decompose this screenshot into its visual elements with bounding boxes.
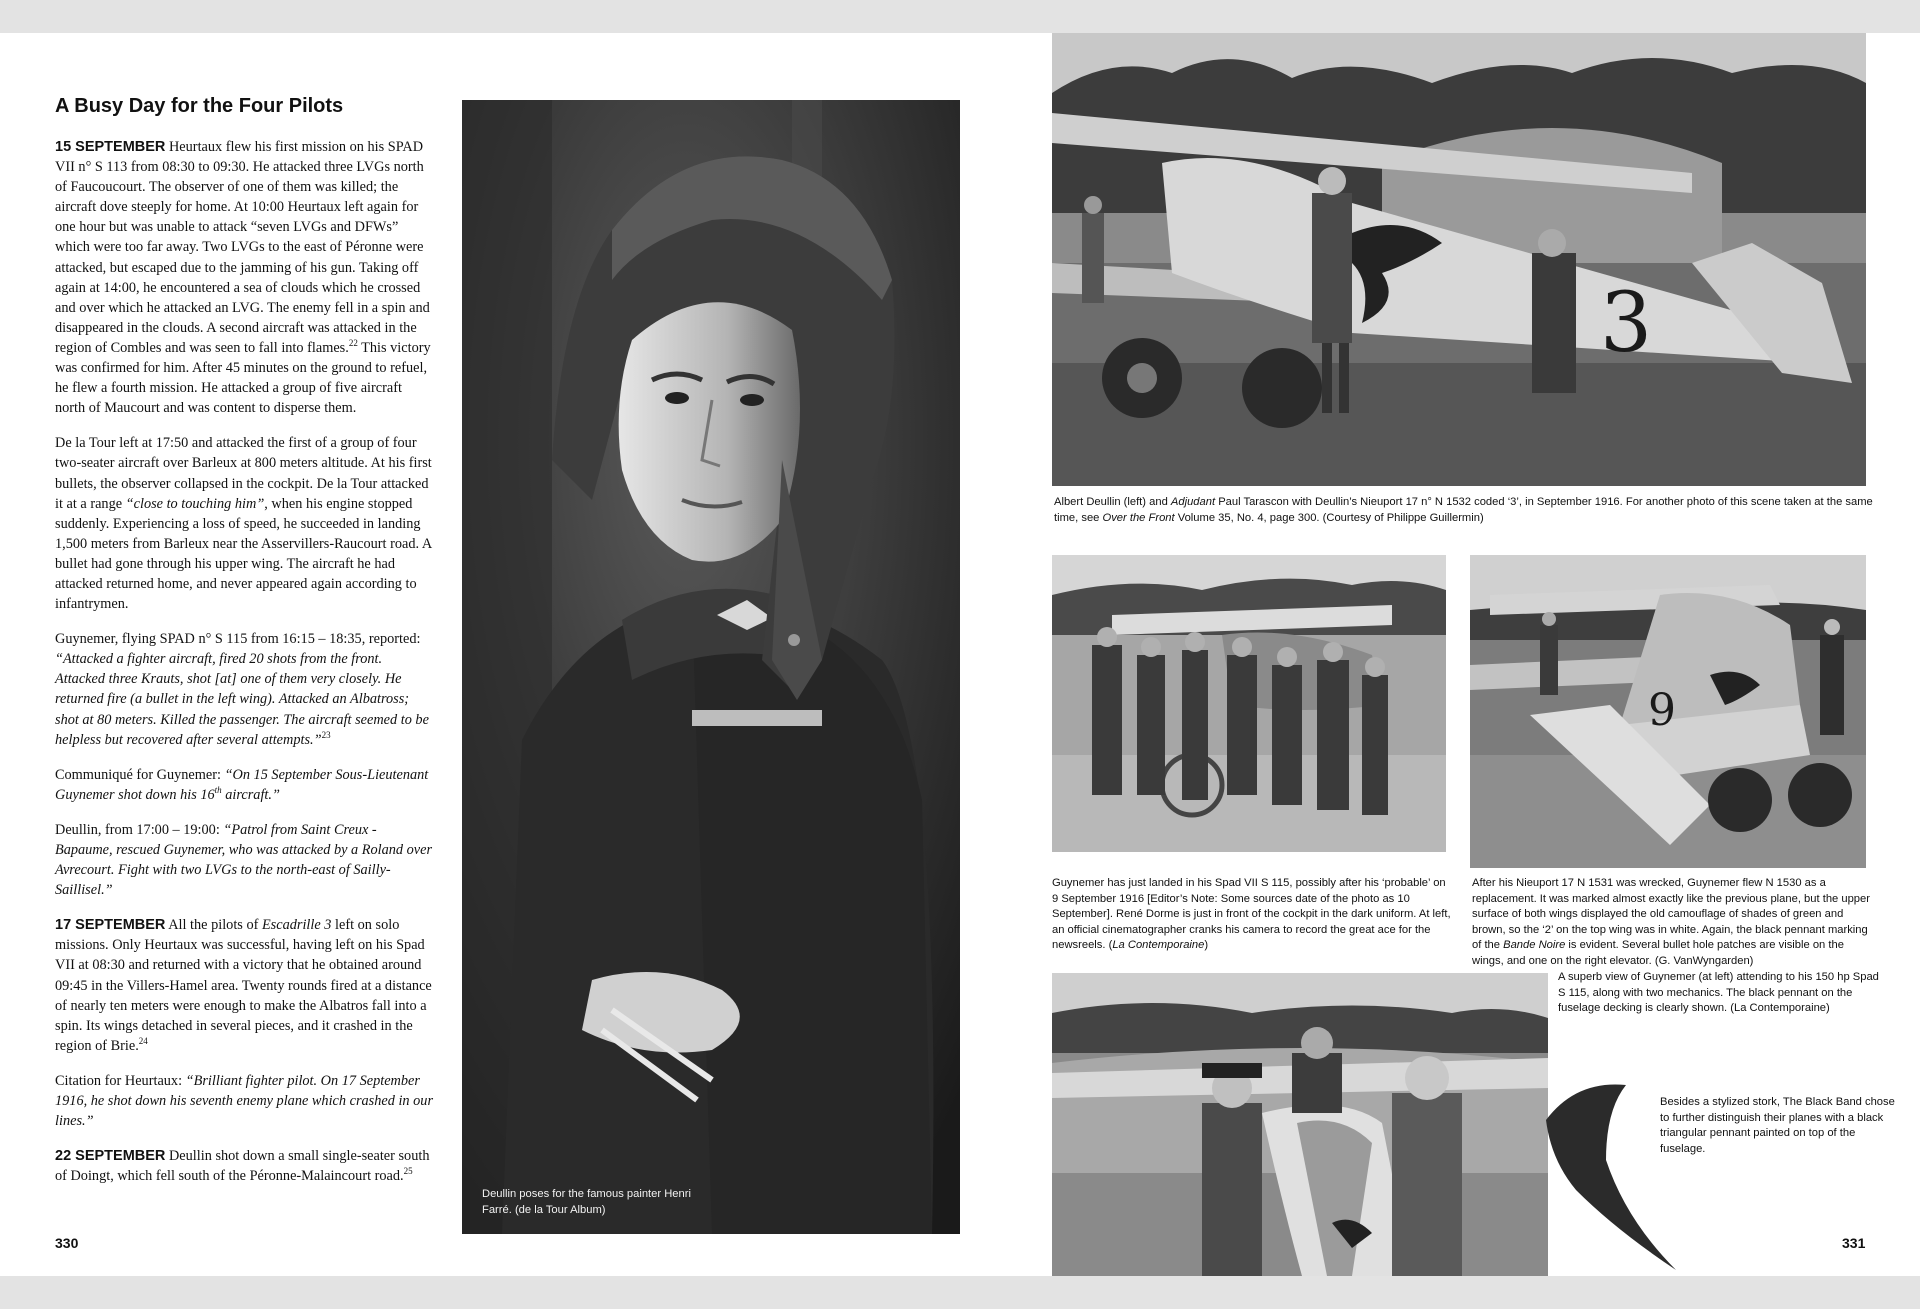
portrait-caption: Deullin poses for the famous painter Henri Farré. (de la Tour Album) [482,1188,691,1216]
date-lead: 22 SEPTEMBER [55,1148,166,1165]
photo-nieuport-n1530 [1470,555,1866,868]
footnote-ref: 23 [321,729,331,740]
paragraph-text: Deullin, from 17:00 – 19:00: [55,821,220,838]
paragraph-text: , when his engine stopped suddenly. Experiencing a loss of speed, he succeeded in landing 1,500 meters from Barleux near the Asservillers-Raucourt road. A bullet had gone through his upper wing. The aircraft he had attacked returned home, and never appeared again according to infantrymen. [55,495,432,613]
photo-guynemer-landed [1052,555,1446,852]
paragraph-text: All the pilots of [168,917,259,934]
paragraph-citation-heurtaux [55,1071,435,1131]
paragraph-guynemer-report [55,629,435,750]
footnote-ref: 24 [138,1036,148,1047]
paragraph-quote: “close to touching him” [125,495,265,512]
footnote-ref: 25 [403,1166,413,1177]
paragraph-text: Communiqué for Guynemer: [55,766,221,783]
page-number: 331 [1842,1235,1866,1251]
nieuport-3-illustration [1052,33,1866,486]
paragraph-quote: “Attacked a fighter aircraft, fired 20 shots from the front. Attacked three Krauts, shot [at] one of them very closely. He returned fire (a bullet in the left wing). Attacked an Albatross; shot at 80 meters. Killed the passenger. The aircraft seemed to be helpless but recovered after several attempts.” [55,651,429,748]
portrait-photo-illustration [462,100,960,1234]
paragraph-text: Citation for Heurtaux: [55,1072,183,1089]
paragraph-quote: “On 15 September Sous-Lieutenant Guynemer shot down his 16th aircraft.” [55,766,429,803]
photo-guynemer-mechanics [1052,973,1548,1276]
caption-black-pennant: Besides a stylized stork, The Black Band chose to further distinguish their planes with a black triangular pennant painted on top of the fuselage. [1660,1096,1895,1155]
date-lead: 17 SEPTEMBER [55,917,166,934]
paragraph-text: This victory was confirmed for him. After 45 minutes on the ground to refuel, he flew a fourth mission. He attacked a group of five aircraft north of Maucourt and was content to disperse them. [55,339,431,417]
paragraph-deullin-patrol [55,820,435,900]
date-lead: 15 SEPTEMBER [55,139,166,155]
caption-nieuport-n1530: After his Nieuport 17 N 1531 was wrecked, Guynemer flew N 1530 as a replacement. It was marked almost exactly like the previous plane, but the upper surface of both wings displayed the old camouflage of shades of green and brown, so the ‘2’ on the top wing was in white. Again, the black pennant marking of the Bande Noire is evident. Several bullet hole patches are visible on the wings, and one on the right elevator. (G. VanWyngarden) [1472,877,1870,967]
paragraph-text: Deullin shot down a small single-seater south of Doingt, which fell south of the Péronne-Malaincourt road. [55,1148,430,1185]
left-page [0,33,1052,1276]
page-number: 330 [55,1235,79,1251]
paragraph-communique [55,765,435,805]
paragraph-quote: “Patrol from Saint Creux - Bapaume, rescued Guynemer, who was attacked by a Roland over Avrecourt. Fight with two LVGs to the north-east of Sailly-Saillisel.” [55,821,433,899]
caption-deullin-tarascon: Albert Deullin (left) and Adjudant Paul Tarascon with Deullin’s Nieuport 17 n° N 1532 coded ‘3’, in September 1916. For another photo of this scene taken at the same time, see Over the Front Volume 35, No. 4, page 300. (Courtesy of Philippe Guillermin) [1054,496,1873,524]
paragraph-22-september [55,1146,435,1186]
footnote-ref: 22 [348,338,358,349]
guynemer-crowd-illustration [1052,555,1446,852]
paragraph-text: Heurtaux flew his first mission on his SPAD VII n° S 113 from 08:30 to 09:30. He attacked three LVGs north of Faucoucourt. The observer of one of them was killed; the aircraft dove steeply for home. At 10:00 Heurtaux left again for one hour but was unable to attack “seven LVGs and DFWs” which were too far away. Two LVGs to the east of Péronne were attacked, but escaped due to the jamming of his gun. Taking off again at 14:00, he encountered a sea of clouds which he crossed and over which he attacked an LVG. The enemy fell in a spin and disappeared in the clouds. A second aircraft was attacked in the region of Combles and was seen to fall into flames. [55,139,430,356]
portrait-photo [462,100,960,1234]
paragraph-text: De la Tour left at 17:50 and attacked the first of a group of four two-seater aircraft over Barleux at 800 meters altitude. At his first bullets, the observer collapsed in the cockpit. De la Tour attacked it at a range [55,435,432,512]
paragraph-de-la-tour [55,433,435,614]
unit-name: Escadrille 3 [261,917,332,934]
guynemer-mechanics-illustration [1052,973,1548,1276]
nieuport-n1530-illustration [1470,555,1866,868]
right-page [1052,33,1920,1276]
aircraft-code-9: 9 [1648,685,1676,736]
article-text-column [55,137,435,1201]
paragraph-15-september [55,137,435,418]
caption-guynemer-landed: Guynemer has just landed in his Spad VII S 115, possibly after his ‘probable’ on 9 September 1916 [Editor’s Note: Some sources date of the photo as 10 September]. René Dorme is just in front of the cockpit in the dark uniform. At left, an official cinematographer cranks his camera to record the great ace for the newsreels. (La Contemporaine) [1052,877,1451,952]
paragraph-text: left on solo missions. Only Heurtaux was successful, having left on his Spad VII at 08:30 and returned with a victory that he obtained around 09:45 in the Villers-Hamel area. Twenty rounds fired at a distance of nearly ten meters were enough to make the Albatros fall into a spin. Its wings detached in several pieces, and it crashed in the region of Brie. [55,917,432,1054]
paragraph-17-september [55,915,435,1056]
section-title: A Busy Day for the Four Pilots [55,95,344,117]
paragraph-quote: “Brilliant fighter pilot. On 17 September 1916, he shot down his seventh enemy plane which crashed in our lines.” [55,1072,434,1130]
aircraft-code-3: 3 [1600,276,1653,371]
paragraph-text: Guynemer, flying SPAD n° S 115 from 16:15 – 18:35, reported: [55,631,421,648]
caption-guynemer-mechanics: A superb view of Guynemer (at left) attending to his 150 hp Spad S 115, along with two mechanics. The black pennant on the fuselage decking is clearly shown. (La Contemporaine) [1558,971,1879,1015]
photo-deullin-tarascon-nieuport [1052,33,1866,486]
